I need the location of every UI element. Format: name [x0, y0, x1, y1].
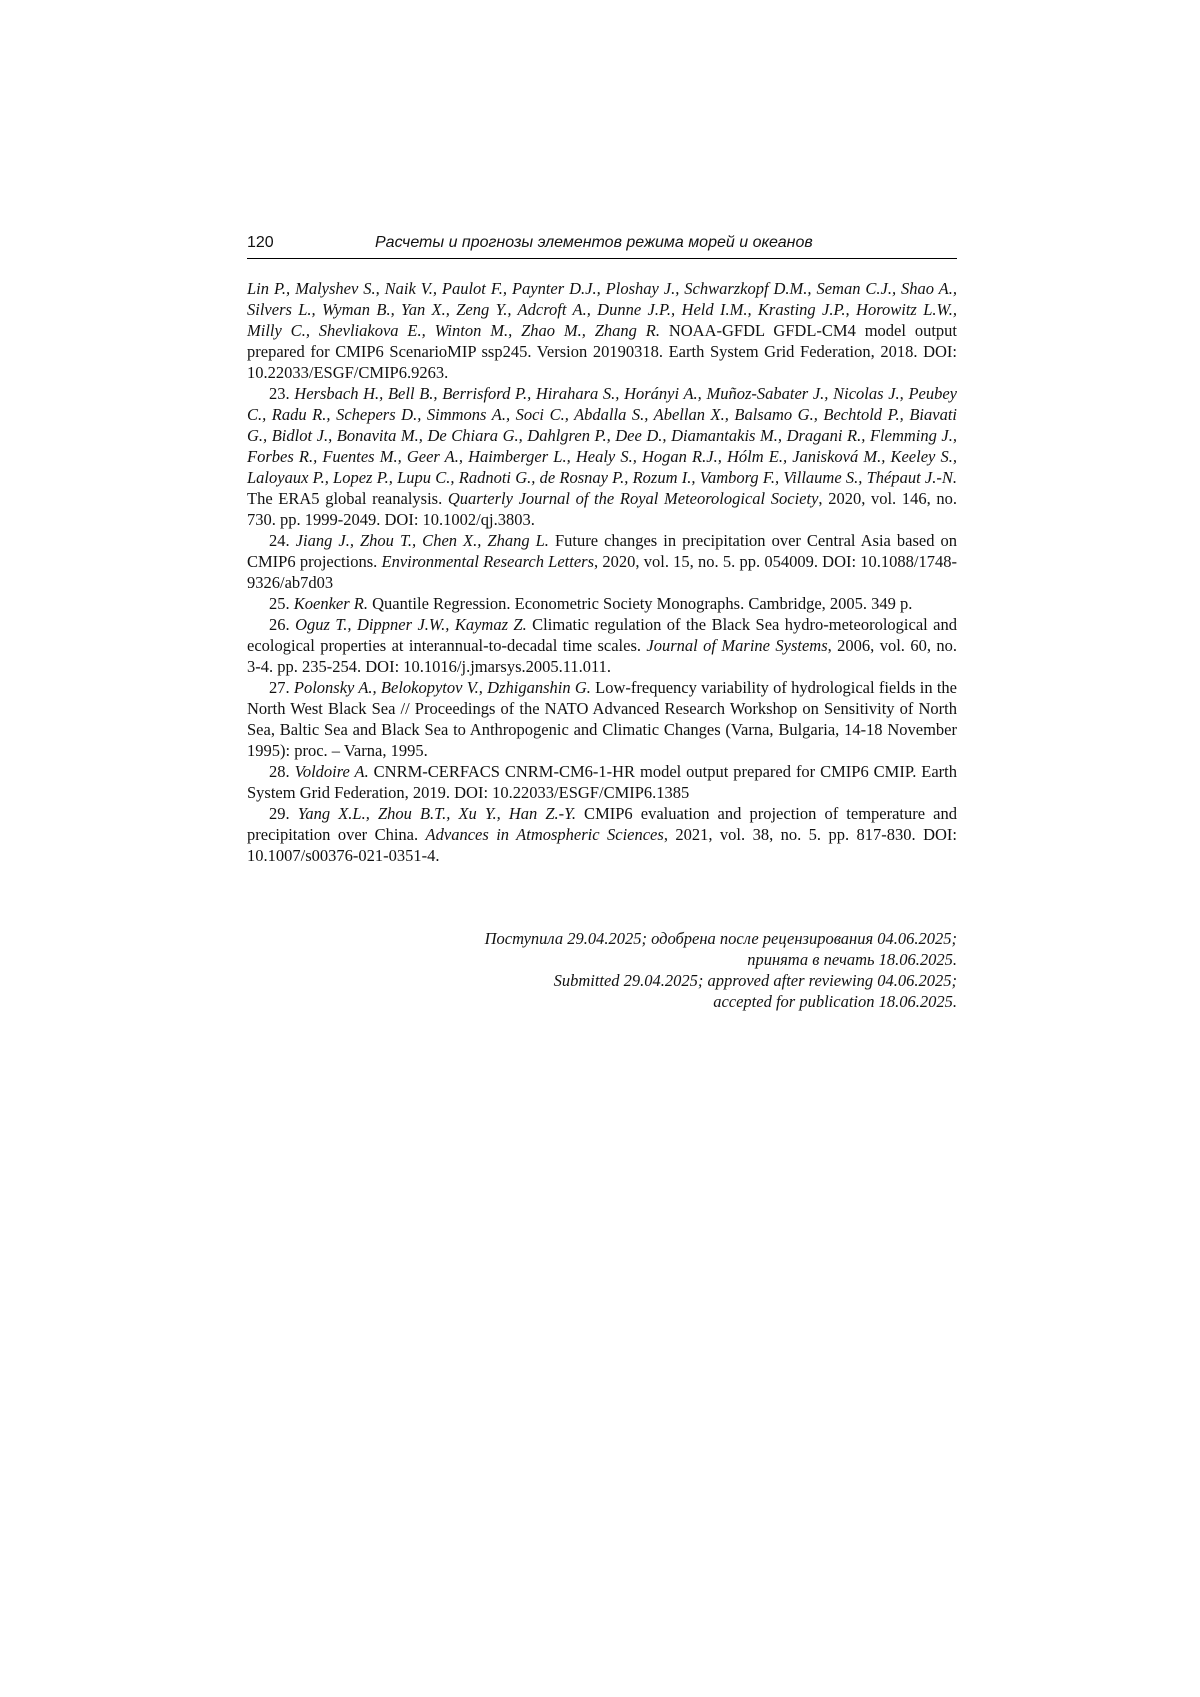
reference-authors: Polonsky A., Belokopytov V., Dzhiganshin G.	[293, 678, 591, 697]
reference-text: The ERA5 global reanalysis.	[247, 489, 448, 508]
reference-number: 26.	[269, 615, 296, 634]
reference-number: 23.	[269, 384, 295, 403]
reference-details: , 2020, vol. 15, no. 5. pp. 054009. DOI: 10.1088/1748-9326/ab7d03	[247, 552, 958, 592]
dates-ru-line1: Поступила 29.04.2025; одобрена после рецензирования 04.06.2025;	[484, 929, 957, 948]
running-header	[247, 232, 957, 259]
dates-en-line1: Submitted 29.04.2025; approved after reviewing 04.06.2025;	[553, 971, 957, 990]
reference-journal: Journal of Marine Systems	[646, 636, 828, 655]
reference-item	[247, 593, 957, 614]
reference-authors: Hersbach H., Bell B., Berrisford P., Hirahara S., Horányi A., Muñoz-Sabater J., Nicolas J., Peubey C., Radu R., Schepers D., Simmons A., Soci C., Abdalla S., Abellan X., Balsamo G., Bechtold P., Biavati G., Bidlot J., Bonavita M., De Chiara G., Dahlgren P., Dee D., Diamantakis M., Dragani R., Flemming J., Forbes R., Fuentes M., Geer A., Haimberger L., Healy S., Hogan R.J., Hólm E., Janisková M., Keeley S., Laloyaux P., Lopez P., Lupu C., Radnoti G., de Rosnay P., Rozum I., Vamborg F., Villaume S., Thépaut J.-N.	[247, 384, 957, 487]
reference-list	[247, 278, 957, 866]
reference-details: , 2021, vol. 38, no. 5. pp. 817-830. DOI: 10.1007/s00376-021-0351-4.	[247, 825, 957, 865]
reference-item	[247, 278, 957, 383]
reference-number: 28.	[269, 762, 295, 781]
reference-authors: Koenker R.	[293, 594, 368, 613]
reference-authors: Oguz T., Dippner J.W., Kaymaz Z.	[295, 615, 527, 634]
submission-dates	[247, 928, 957, 1012]
reference-number: 24.	[269, 531, 296, 550]
reference-text: Low-frequency variability of hydrological fields in the North West Black Sea // Proceedings of the NATO Advanced Research Workshop on Sensitivity of North Sea, Baltic Sea and Black Sea to Anthropogenic and Climatic Changes (Varna, Bulgaria, 14-18 November 1995): proc. – Varna, 1995.	[247, 678, 957, 760]
reference-journal: Advances in Atmospheric Sciences	[425, 825, 664, 844]
reference-details: , 2006, vol. 60, no. 3-4. pp. 235-254. DOI: 10.1016/j.jmarsys.2005.11.011.	[247, 636, 957, 676]
reference-journal: Environmental Research Letters	[381, 552, 595, 571]
reference-number: 27.	[269, 678, 294, 697]
reference-text: Climatic regulation of the Black Sea hydro-meteorological and ecological properties at interannual-to-decadal time scales.	[247, 615, 957, 655]
reference-text: Future changes in precipitation over Central Asia based on CMIP6 projections.	[247, 531, 958, 571]
reference-text: Quantile Regression. Econometric Society Monographs. Cambridge, 2005. 349 p.	[367, 594, 913, 613]
reference-authors: Lin P., Malyshev S., Naik V., Paulot F., Paynter D.J., Ploshay J., Schwarzkopf D.M., Seman C.J., Shao A., Silvers L., Wyman B., Yan X., Zeng Y., Adcroft A., Dunne J.P., Held I.M., Krasting J.P., Horowitz L.W., Milly C., Shevliakova E., Winton M., Zhao M., Zhang R.	[247, 279, 957, 340]
reference-item	[247, 614, 957, 677]
reference-item	[247, 677, 957, 761]
reference-authors: Voldoire A.	[294, 762, 369, 781]
reference-item	[247, 803, 957, 866]
dates-ru-line2: принята в печать 18.06.2025.	[747, 950, 957, 969]
reference-number: 29.	[269, 804, 298, 823]
reference-text: CMIP6 evaluation and projection of temperature and precipitation over China.	[247, 804, 957, 844]
reference-item	[247, 761, 957, 803]
running-title: Расчеты и прогнозы элементов режима морей и океанов	[375, 234, 813, 251]
reference-authors: Jiang J., Zhou T., Chen X., Zhang L.	[295, 531, 549, 550]
reference-text: CNRM-CERFACS CNRM-CM6-1-HR model output prepared for CMIP6 CMIP. Earth System Grid Federation, 2019. DOI: 10.22033/ESGF/CMIP6.1385	[247, 762, 957, 802]
page-number: 120	[247, 234, 274, 251]
dates-en-line2: accepted for publication 18.06.2025.	[713, 992, 957, 1011]
reference-details: , 2020, vol. 146, no. 730. pp. 1999-2049. DOI: 10.1002/qj.3803.	[247, 489, 957, 529]
reference-item	[247, 530, 957, 593]
reference-text: NOAA-GFDL GFDL-CM4 model output prepared for CMIP6 ScenarioMIP ssp245. Version 20190318. Earth System Grid Federation, 2018. DOI: 10.22033/ESGF/CMIP6.9263.	[247, 321, 957, 382]
reference-journal: Quarterly Journal of the Royal Meteorological Society	[447, 489, 819, 508]
reference-number: 25.	[269, 594, 294, 613]
reference-authors: Yang X.L., Zhou B.T., Xu Y., Han Z.-Y.	[297, 804, 576, 823]
reference-item	[247, 383, 957, 530]
